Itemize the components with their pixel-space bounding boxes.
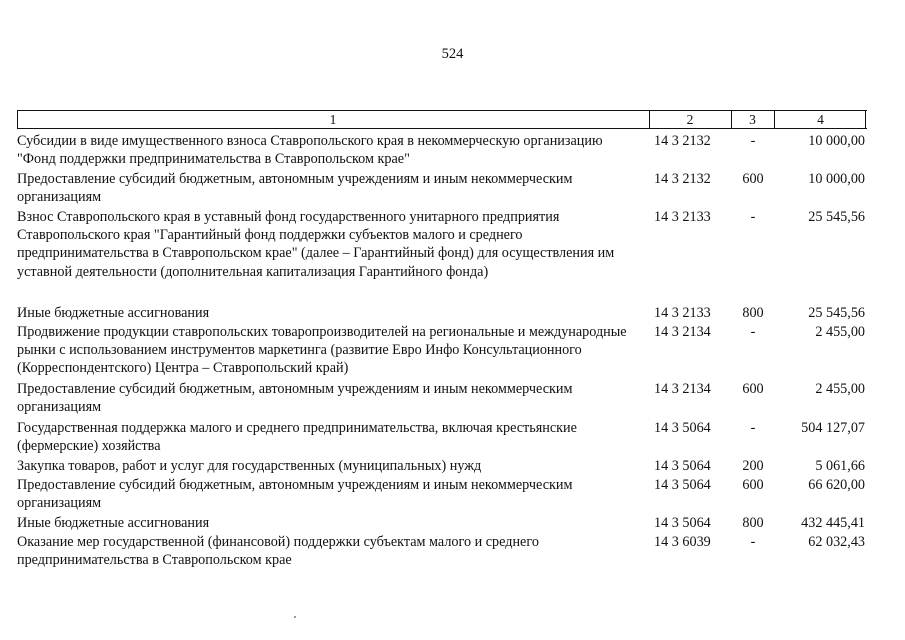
row-name: Субсидии в виде имущественного взноса Ставропольского края в некоммерческую организацию "Фонд поддержки предпринимательства в Ставропольском крае": [17, 133, 603, 168]
row-amount: 2 455,00: [815, 324, 865, 340]
row-amount: 25 545,56: [808, 209, 865, 225]
row-type: -: [750, 420, 756, 436]
row-code: 14 3 5064: [654, 458, 711, 474]
row-type: 600: [742, 477, 764, 493]
row-amount: 432 445,41: [801, 515, 865, 531]
row-name: Продвижение продукции ставропольских товаропроизводителей на региональные и международные рынки с использованием инструментов маркетинга (развитие Евро Инфо Консультационного (Корреспондентского) Центра – Ставропольский край): [17, 324, 627, 377]
row-amount: 25 545,56: [808, 305, 865, 321]
row-type: 600: [742, 381, 764, 397]
page-number: 524: [441, 46, 464, 62]
row-type: -: [750, 133, 756, 149]
row-code: 14 3 5064: [654, 420, 711, 436]
row-name: Иные бюджетные ассигнования: [17, 305, 210, 321]
row-name: Предоставление субсидий бюджетным, автономным учреждениям и иным некоммерческим организациям: [17, 381, 573, 416]
row-name: Закупка товаров, работ и услуг для государственных (муниципальных) нужд: [17, 458, 482, 474]
row-code: 14 3 2132: [654, 133, 711, 149]
budget-table: [17, 110, 867, 569]
row-amount: 10 000,00: [808, 171, 865, 187]
row-amount: 66 620,00: [808, 477, 865, 493]
row-type: -: [750, 324, 756, 340]
row-amount: 62 032,43: [808, 534, 865, 550]
row-code: 14 3 5064: [654, 477, 711, 493]
scan-speck: [294, 616, 296, 618]
header-col-3: 3: [749, 112, 756, 127]
row-code: 14 3 2134: [654, 324, 711, 340]
table-header: [17, 110, 867, 129]
row-name: Предоставление субсидий бюджетным, автономным учреждениям и иным некоммерческим организациям: [17, 171, 573, 206]
row-name: Предоставление субсидий бюджетным, автономным учреждениям и иным некоммерческим организациям: [17, 477, 573, 512]
column-divider: [865, 111, 866, 128]
row-code: 14 3 2133: [654, 305, 711, 321]
row-amount: 5 061,66: [815, 458, 865, 474]
row-amount: 2 455,00: [815, 381, 865, 397]
header-col-1: 1: [329, 112, 337, 127]
header-col-4: 4: [817, 112, 824, 127]
row-type: -: [750, 534, 756, 550]
row-type: 200: [742, 458, 764, 474]
row-name: Взнос Ставропольского края в уставный фонд государственного унитарного предприятия Ставропольского края "Гарантийный фонд поддержки субъектов малого и среднего предпринимательства в Ставропольском крае" (далее – Гарантийный фонд) для осуществления им уставной деятельности (дополнительная капитализация Гарантийного фонда): [17, 209, 615, 280]
row-code: 14 3 2132: [654, 171, 711, 187]
row-amount: 10 000,00: [808, 133, 865, 149]
header-col-2: 2: [686, 112, 694, 127]
row-code: 14 3 2134: [654, 381, 711, 397]
row-name: Иные бюджетные ассигнования: [17, 515, 210, 531]
row-code: 14 3 6039: [654, 534, 711, 550]
row-type: 800: [742, 515, 764, 531]
row-type: 800: [742, 305, 764, 321]
row-type: 600: [742, 171, 764, 187]
row-code: 14 3 2133: [654, 209, 711, 225]
row-type: -: [750, 209, 756, 225]
row-amount: 504 127,07: [801, 420, 865, 436]
row-name: Государственная поддержка малого и среднего предпринимательства, включая крестьянские (фермерские) хозяйства: [17, 420, 577, 455]
row-name: Оказание мер государственной (финансовой) поддержки субъектам малого и среднего предпринимательства в Ставропольском крае: [17, 534, 539, 569]
row-code: 14 3 5064: [654, 515, 711, 531]
